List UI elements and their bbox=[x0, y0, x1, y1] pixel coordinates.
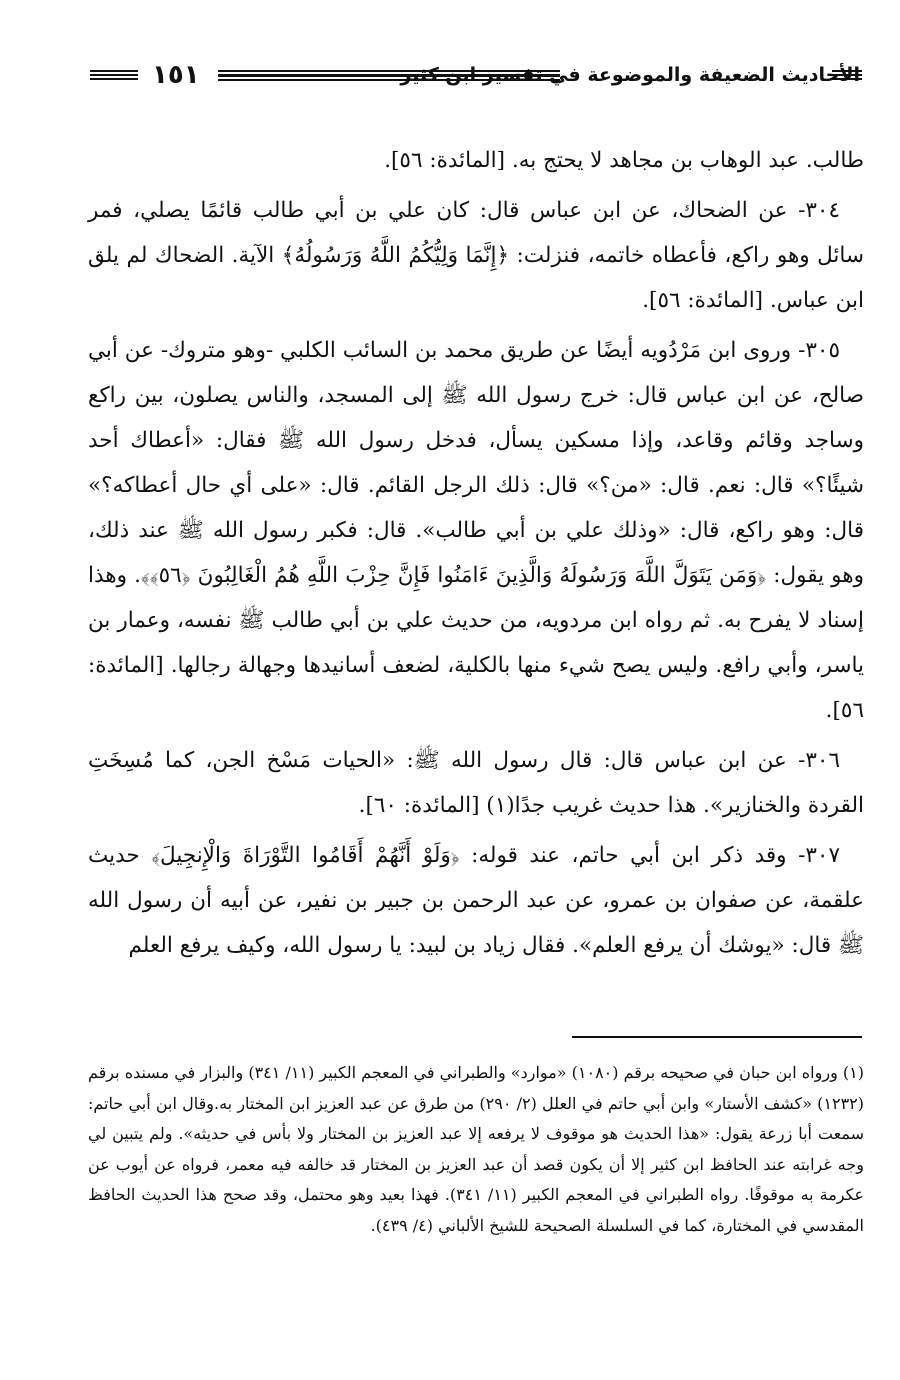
paragraph-304: ٣٠٤- عن الضحاك، عن ابن عباس قال: كان علي بن أبي طالب قائمًا يصلي، فمر سائل وهو راكع، فأعطاه خاتمه، فنزلت: ﴿إِنَّمَا وَلِيُّكُمُ اللَّهُ وَرَسُولُهُ﴾ الآية. الضحاك لم يلق ابن عباس. [المائدة: ٥٦]. bbox=[88, 198, 864, 313]
running-title: الأحاديث الضعيفة والموضوعة في تفسير ابن كثير bbox=[400, 64, 860, 86]
paragraph-306: ٣٠٦- عن ابن عباس قال: قال رسول الله ﷺ: «الحيات مَسْخ الجن، كما مُسِخَتِ القردة والخنازير». هذا حديث غريب جدًا(١) [المائدة: ٦٠]. bbox=[88, 748, 864, 818]
main-text bbox=[88, 138, 864, 973]
paragraph-305: ٣٠٥- وروى ابن مَرْدُويه أيضًا عن طريق محمد بن السائب الكلبي -وهو متروك- عن أبي صالح، عن ابن عباس قال: خرج رسول الله ﷺ إلى المسجد، والناس يصلون، بين راكع وساجد وقائم وقاعد، وإذا مسكين يسأل، فدخل رسول الله ﷺ فقال: «أعطاك أحد شيئًا؟» قال: نعم. قال: «من؟» قال: ذلك الرجل القائم. قال: «على أي حال أعطاكه؟» قال: وهو راكع، قال: «وذلك علي بن أبي طالب». قال: فكبر رسول الله ﷺ عند ذلك، وهو يقول: ﴿وَمَن يَتَوَلَّ اللَّهَ وَرَسُولَهُ وَالَّذِينَ ءَامَنُوا فَإِنَّ حِزْبَ اللَّهِ هُمُ الْغَالِبُونَ ﴿٥٦﴾﴾. وهذا إسناد لا يفرح به. ثم رواه ابن مردويه، من حديث علي بن أبي طالب ﷺ نفسه، وعمار بن ياسر، وأبي رافع. وليس يصح شيء منها بالكلية، لضعف أسانيدها وجهالة رجالها. [المائدة: ٥٦]. bbox=[88, 338, 865, 723]
paragraph-307: ٣٠٧- وقد ذكر ابن أبي حاتم، عند قوله: ﴿وَلَوْ أَنَّهُمْ أَقَامُوا التَّوْرَاةَ وَالْإِنجِيلَ﴾ حديث علقمة، عن صفوان بن عمرو، عن عبد الرحمن بن جبير بن نفير، عن أبيه أن رسول الله ﷺ قال: «يوشك أن يرفع العلم». فقال زياد بن لبيد: يا رسول الله، وكيف يرفع العلم bbox=[88, 843, 864, 958]
page-header bbox=[90, 62, 860, 98]
footnote-1: (١) ورواه ابن حبان في صحيحه برقم (١٠٨٠) «موارد» والطبراني في المعجم الكبير (١١/ ٣٤١) والبزار في مسنده برقم (١٢٣٢) «كشف الأستار» وابن أبي حاتم في العلل (٢/ ٢٩٠) من طرق عن عبد العزيز ابن المختار به.وقال ابن أبي حاتم: سمعت أبا زرعة يقول: «هذا الحديث هو موقوف لا يرفعه إلا عبد العزيز بن المختار ولا بأس في حديثه». ولم يتبين لي وجه غرابته عند الحافظ ابن كثير إلا أن يكون قصد أن عبد العزيز بن المختار قد خالفه فيه معمر، فرواه عن أيوب عن عكرمة به موقوفًا. رواه الطبراني في المعجم الكبير (١١/ ٣٤١). فهذا بعيد وهو محتمل، وقد صحح هذا الحديث الحافظ المقدسي في المختارة، كما في السلسلة الصحيحة للشيخ الألباني (٤/ ٤٣٩). bbox=[88, 1063, 864, 1235]
page-number: ١٥١ bbox=[152, 60, 200, 90]
footnote-separator bbox=[572, 1036, 862, 1038]
footnotes bbox=[88, 1058, 864, 1241]
paragraph-continuation: طالب. عبد الوهاب بن مجاهد لا يحتج به. [المائدة: ٥٦]. bbox=[384, 148, 864, 173]
